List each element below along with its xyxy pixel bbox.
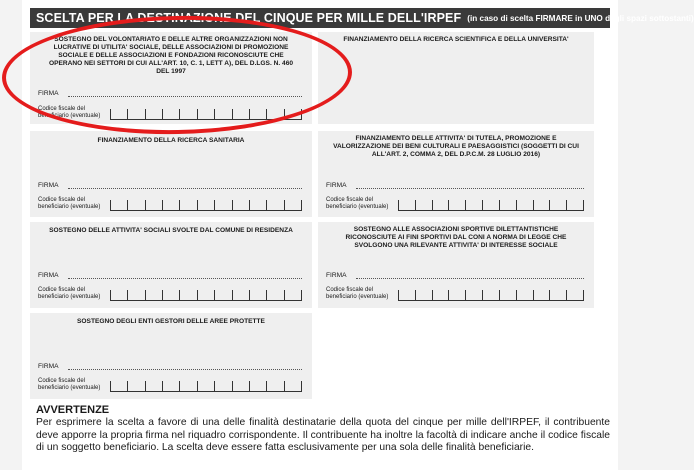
firma-row: [326, 269, 584, 279]
section-title: SCELTA PER LA DESTINAZIONE DEL CINQUE PER MILLE DELL'IRPEF: [36, 11, 462, 25]
firma-row: [38, 360, 302, 370]
firma-row: [326, 179, 584, 189]
codice-fiscale-field[interactable]: [110, 290, 302, 301]
firma-row: [38, 269, 302, 279]
firma-signature-field[interactable]: [68, 271, 302, 279]
codice-fiscale-label: Codice fiscale del beneficiario (eventuale): [38, 106, 101, 119]
box-associazioni-sportive-title: SOSTEGNO ALLE ASSOCIAZIONI SPORTIVE DILETTANTISTICHE RICONOSCIUTE AI FINI SPORTIVI DAL CONI A NORMA DI LEGGE CHE SVOLGONO UNA RILEVANTE ATTIVITA' DI INTERESSE SOCIALE: [345, 226, 567, 249]
firma-signature-field[interactable]: [356, 181, 584, 189]
box-ricerca-sanitaria: [30, 131, 312, 217]
box-associazioni-sportive: [318, 222, 594, 308]
codice-fiscale-label: Codice fiscale del beneficiario (eventuale): [38, 197, 101, 210]
firma-signature-field[interactable]: [68, 362, 302, 370]
firma-label: FIRMA: [38, 363, 59, 370]
box-comune-residenza-title: SOSTEGNO DELLE ATTIVITA' SOCIALI SVOLTE DAL COMUNE DI RESIDENZA: [49, 227, 293, 234]
box-ricerca-scientifica-title: FINANZIAMENTO DELLA RICERCA SCIENTIFICA E DELLA UNIVERSITA': [343, 36, 569, 43]
codice-fiscale-label: Codice fiscale del beneficiario (eventuale): [326, 197, 389, 210]
codice-fiscale-field[interactable]: [110, 200, 302, 211]
firma-signature-field[interactable]: [356, 271, 584, 279]
codice-fiscale-label: Codice fiscale del beneficiario (eventuale): [326, 287, 389, 300]
box-beni-culturali: [318, 131, 594, 217]
firma-label: FIRMA: [38, 90, 59, 97]
box-volontariato-title: SOSTEGNO DEL VOLONTARIATO E DELLE ALTRE ORGANIZZAZIONI NON LUCRATIVE DI UTILITA' SOCIALE, DELLE ASSOCIAZIONI DI PROMOZIONE SOCIALE E DELLE ASSOCIAZIONI E FONDAZIONI RICONOSCIUTE CHE OPERANO NEI SETTORI DI CUI ALL'ART. 10, C. 1, LETT A), DEL D.LGS. N. 460 DEL 1997: [48, 36, 294, 75]
codice-fiscale-field[interactable]: [398, 290, 584, 301]
firma-row: [38, 179, 302, 189]
section-subtitle: (in caso di scelta FIRMARE in UNO degli spazi sottostanti): [467, 13, 694, 23]
firma-label: FIRMA: [326, 272, 347, 279]
firma-signature-field[interactable]: [68, 181, 302, 189]
box-comune-residenza: [30, 222, 312, 308]
codice-fiscale-field[interactable]: [398, 200, 584, 211]
box-ricerca-scientifica: [318, 32, 594, 124]
avvertenze-title: AVVERTENZE: [36, 404, 110, 416]
avvertenze-text: Per esprimere la scelta a favore di una delle finalità destinatarie della quota del cinque per mille dell'IRPEF, il contribuente deve apporre la propria firma nel riquadro corrispondente. Il contribuente ha inoltre la facoltà di indicare anche il codice fiscale di un soggetto beneficiario. La scelta deve essere fatta esclusivamente per una sola delle finalità beneficiarie.: [36, 417, 610, 453]
codice-fiscale-row: [38, 374, 302, 392]
box-beni-culturali-title: FINANZIAMENTO DELLE ATTIVITA' DI TUTELA, PROMOZIONE E VALORIZZAZIONE DEI BENI CULTURALI E PAESAGGISTICI (SOGGETTI DI CUI ALL'ART. 2, COMMA 2, DEL D.P.C.M. 28 LUGLIO 2016): [333, 135, 579, 158]
firma-label: FIRMA: [38, 182, 59, 189]
box-ricerca-sanitaria-title: FINANZIAMENTO DELLA RICERCA SANITARIA: [97, 137, 245, 144]
box-aree-protette-title: SOSTEGNO DEGLI ENTI GESTORI DELLE AREE PROTETTE: [77, 318, 265, 325]
box-aree-protette: [30, 313, 312, 399]
codice-fiscale-row: [326, 283, 584, 301]
firma-label: FIRMA: [38, 272, 59, 279]
codice-fiscale-row: [38, 193, 302, 211]
codice-fiscale-label: Codice fiscale del beneficiario (eventuale): [38, 378, 101, 391]
firma-label: FIRMA: [326, 182, 347, 189]
codice-fiscale-label: Codice fiscale del beneficiario (eventuale): [38, 287, 101, 300]
codice-fiscale-field[interactable]: [110, 381, 302, 392]
codice-fiscale-row: [326, 193, 584, 211]
codice-fiscale-row: [38, 283, 302, 301]
